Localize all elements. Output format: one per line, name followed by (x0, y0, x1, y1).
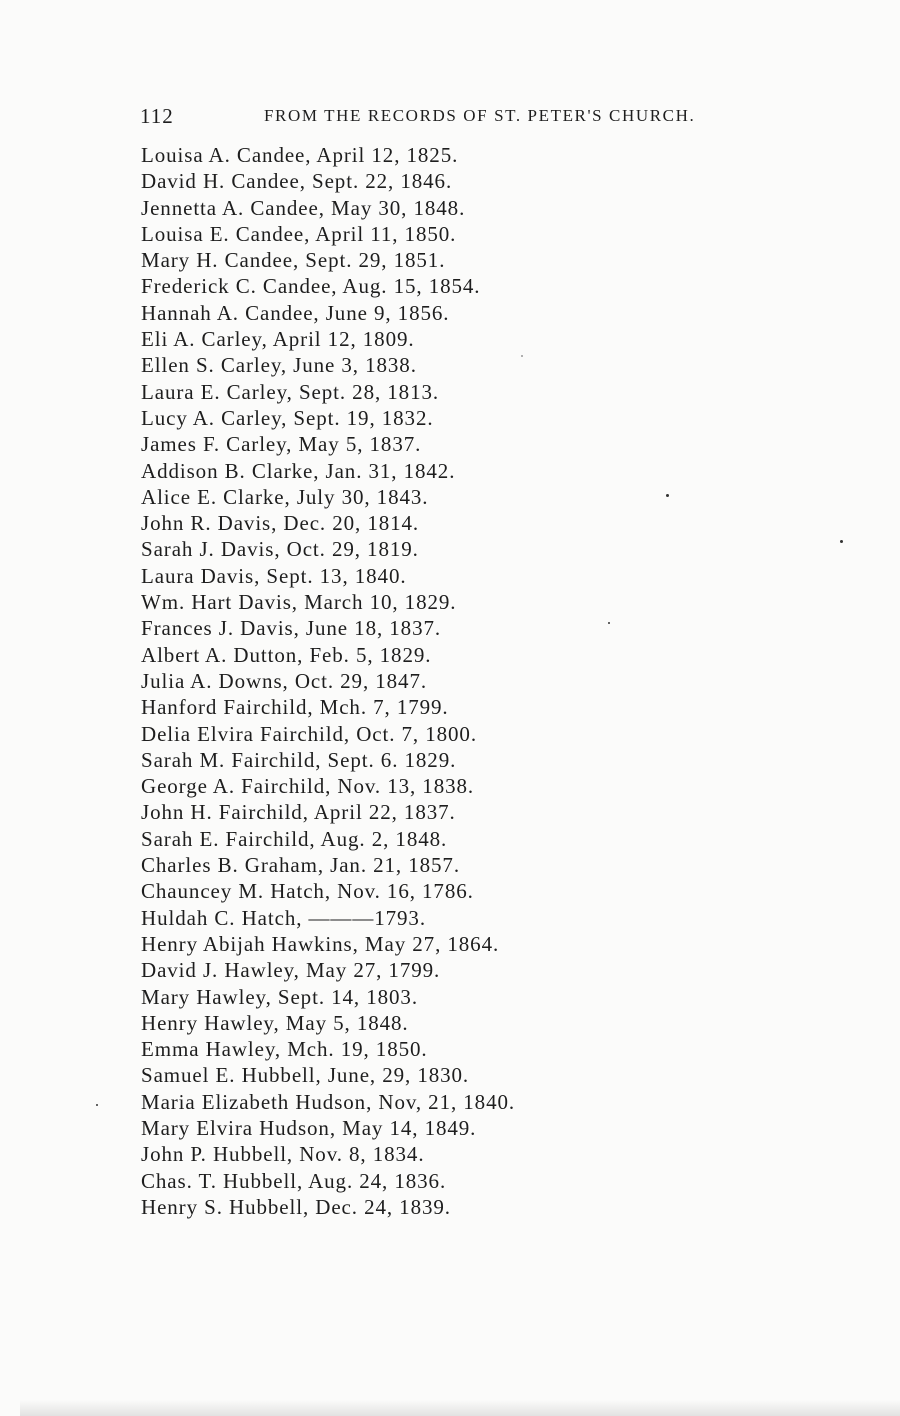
record-entry: David J. Hawley, May 27, 1799. (141, 958, 441, 983)
scan-speck (608, 622, 610, 624)
running-title: FROM THE RECORDS OF ST. PETER'S CHURCH. (264, 106, 696, 125)
record-entry: Samuel E. Hubbell, June, 29, 1830. (141, 1063, 470, 1088)
record-entry: Henry S. Hubbell, Dec. 24, 1839. (141, 1194, 451, 1219)
record-entry: John H. Fairchild, April 22, 1837. (141, 800, 456, 825)
page-header (140, 104, 780, 134)
record-entry: Ellen S. Carley, June 3, 1838. (141, 353, 417, 378)
scan-speck (96, 1104, 98, 1106)
scan-speck (840, 540, 843, 543)
record-entry: Henry Hawley, May 5, 1848. (141, 1010, 409, 1035)
record-entry: Frederick C. Candee, Aug. 15, 1854. (141, 274, 481, 299)
record-entry: Albert A. Dutton, Feb. 5, 1829. (141, 642, 432, 667)
scan-edge-shadow (20, 1400, 900, 1416)
record-entry: Louisa E. Candee, April 11, 1850. (141, 221, 457, 246)
scan-speck (666, 494, 669, 497)
record-entry: Emma Hawley, Mch. 19, 1850. (141, 1037, 428, 1062)
record-entry: Mary Hawley, Sept. 14, 1803. (141, 984, 418, 1009)
record-entry: Hannah A. Candee, June 9, 1856. (141, 300, 450, 325)
record-entry: Laura E. Carley, Sept. 28, 1813. (141, 379, 440, 404)
record-entry: Henry Abijah Hawkins, May 27, 1864. (141, 931, 500, 956)
record-entry: Hanford Fairchild, Mch. 7, 1799. (141, 695, 449, 720)
record-entry: Louisa A. Candee, April 12, 1825. (141, 143, 459, 167)
baptism-record-list (141, 142, 861, 1220)
record-entry: Chas. T. Hubbell, Aug. 24, 1836. (141, 1168, 447, 1193)
record-entry: Alice E. Clarke, July 30, 1843. (141, 484, 429, 509)
record-entry: James F. Carley, May 5, 1837. (141, 432, 422, 457)
record-entry: Eli A. Carley, April 12, 1809. (141, 327, 415, 352)
record-entry: John R. Davis, Dec. 20, 1814. (141, 511, 420, 536)
record-entry: Charles B. Graham, Jan. 21, 1857. (141, 853, 460, 878)
record-entry: Mary H. Candee, Sept. 29, 1851. (141, 248, 446, 273)
record-entry: Sarah J. Davis, Oct. 29, 1819. (141, 537, 419, 562)
record-entry: Laura Davis, Sept. 13, 1840. (141, 563, 407, 588)
record-entry: Frances J. Davis, June 18, 1837. (141, 616, 442, 641)
record-entry: John P. Hubbell, Nov. 8, 1834. (141, 1142, 425, 1167)
record-entry: Jennetta A. Candee, May 30, 1848. (141, 195, 466, 220)
record-entry: George A. Fairchild, Nov. 13, 1838. (141, 774, 475, 799)
record-entry: Julia A. Downs, Oct. 29, 1847. (141, 668, 427, 693)
record-entry: Lucy A. Carley, Sept. 19, 1832. (141, 405, 434, 430)
record-entry: Huldah C. Hatch, ———1793. (141, 905, 426, 930)
record-entry: Chauncey M. Hatch, Nov. 16, 1786. (141, 879, 474, 904)
scan-speck (521, 355, 523, 357)
record-entry: Addison B. Clarke, Jan. 31, 1842. (141, 458, 456, 483)
record-entry: David H. Candee, Sept. 22, 1846. (141, 169, 453, 194)
page-number: 112 (140, 104, 174, 128)
record-entry: Sarah E. Fairchild, Aug. 2, 1848. (141, 826, 448, 851)
record-entry: Mary Elvira Hudson, May 14, 1849. (141, 1115, 477, 1140)
record-entry: Wm. Hart Davis, March 10, 1829. (141, 590, 457, 615)
record-entry: Maria Elizabeth Hudson, Nov, 21, 1840. (141, 1089, 516, 1114)
record-entry: Sarah M. Fairchild, Sept. 6. 1829. (141, 747, 457, 772)
record-entry: Delia Elvira Fairchild, Oct. 7, 1800. (141, 721, 477, 746)
